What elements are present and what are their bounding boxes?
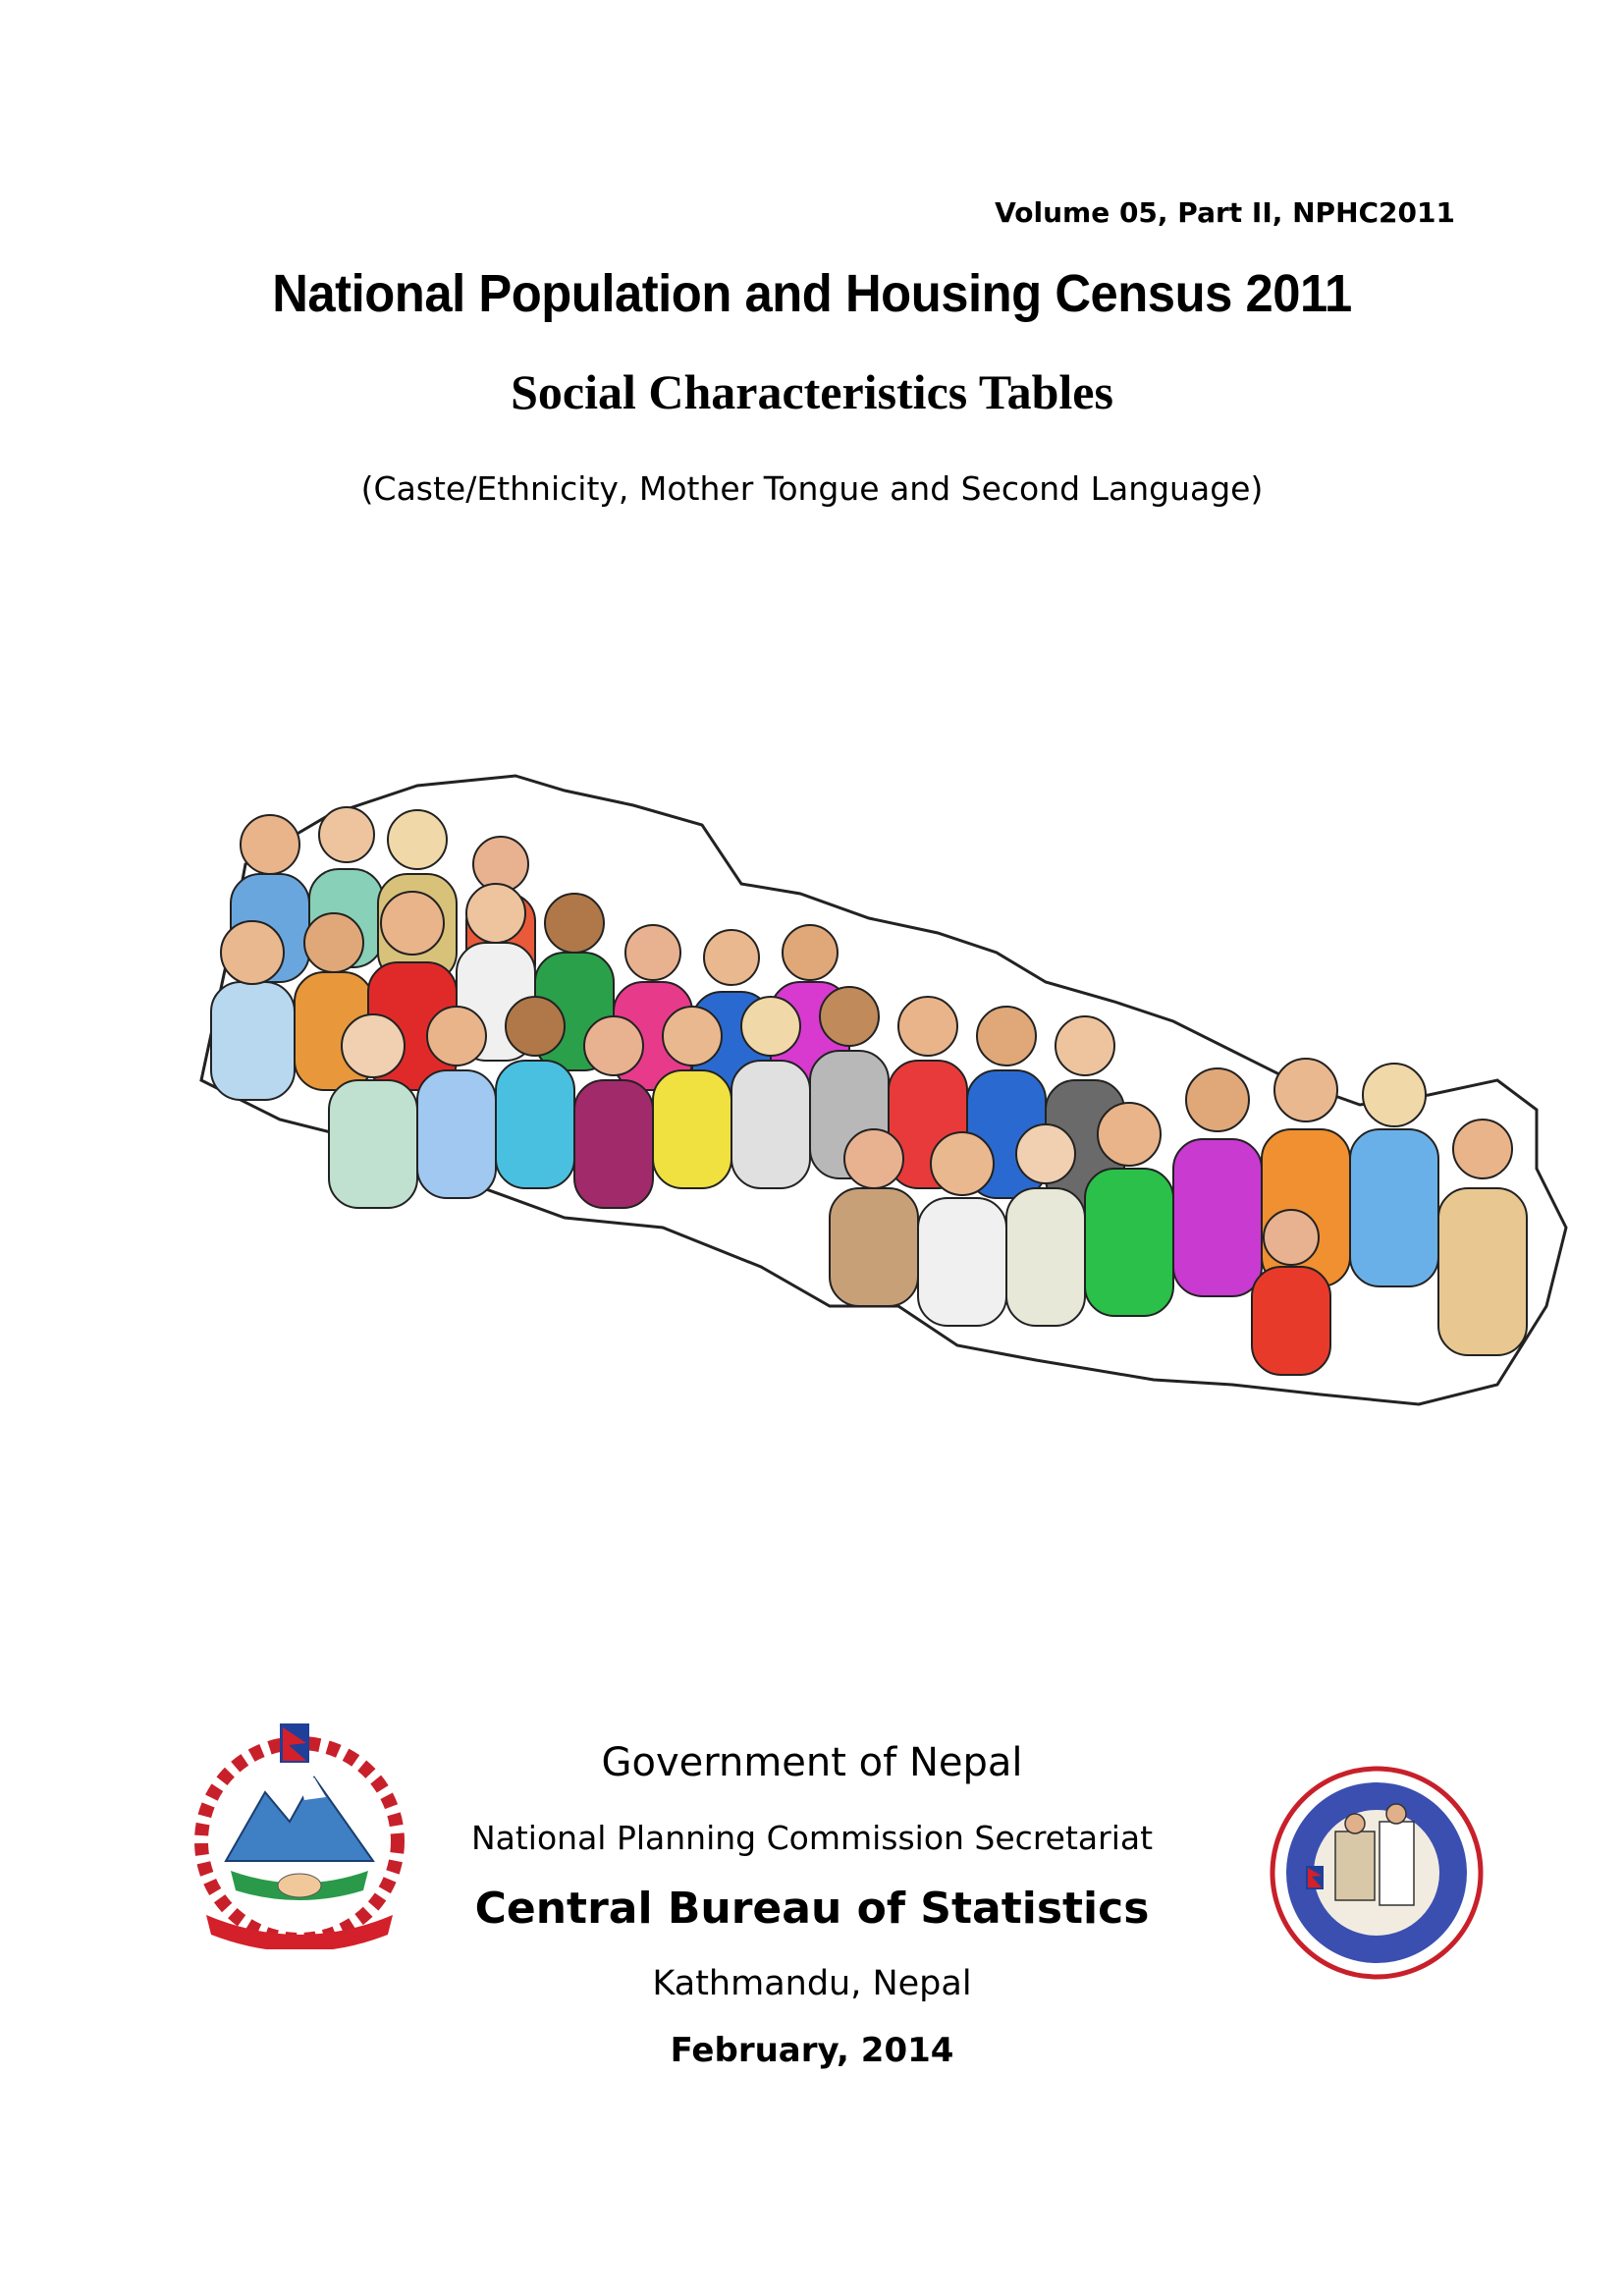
document-scope: (Caste/Ethnicity, Mother Tongue and Second Language) <box>360 469 1264 508</box>
publication-date: February, 2014 <box>670 2031 954 2070</box>
people-group <box>211 807 1527 1375</box>
government-name: Government of Nepal <box>601 1740 1023 1785</box>
volume-label: Volume 05, Part II, NPHC2011 <box>995 196 1455 229</box>
nepal-map-people-illustration <box>191 756 1576 1424</box>
bureau-name: Central Bureau of Statistics <box>474 1884 1150 1934</box>
census-logo-icon <box>1267 1763 1488 1984</box>
location-text: Kathmandu, Nepal <box>652 1964 972 2003</box>
commission-name: National Planning Commission Secretariat <box>470 1819 1154 1857</box>
document-subtitle: Social Characteristics Tables <box>511 364 1113 419</box>
document-title: National Population and Housing Census 2011 <box>272 264 1352 323</box>
